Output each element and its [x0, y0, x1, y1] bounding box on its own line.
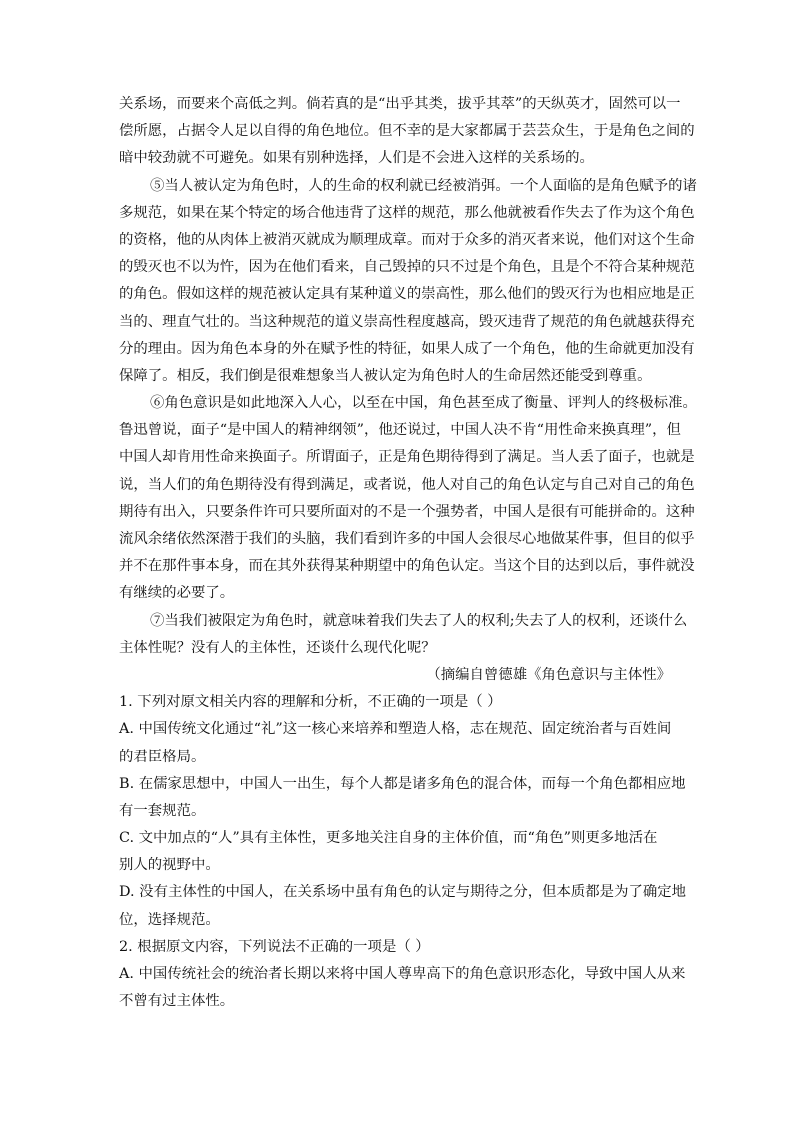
question-option-line: 别人的视野中。	[119, 857, 220, 874]
article-content	[119, 91, 697, 1015]
passage-line: 鲁迅曾说，面子“是中国人的精神纲领”，他还说过，中国人决不肯“用性命来换真理”，但	[119, 422, 681, 439]
passage-line: 期待有出入，只要条件许可只要所面对的不是一个强势者，中国人是很有可能拼命的。这种	[119, 503, 695, 520]
passage-line: 多规范，如果在某个特定的场合他违背了这样的规范，那么他就被看作失去了作为这个角色	[119, 204, 695, 221]
passage-line: 的资格，他的从肉体上被消灭就成为顺理成章。而对于众多的消灭者来说，他们对这个生命	[119, 231, 695, 248]
passage-line: 的角色。假如这样的规范被认定具有某种道义的崇高性，那么他们的毁灭行为也相应地是正	[119, 286, 695, 303]
passage-line: 偿所愿，占据令人足以自得的角色地位。但不幸的是大家都属于芸芸众生，于是角色之间的	[119, 123, 695, 140]
question-option-line: D. 没有主体性的中国人，在关系场中虽有角色的认定与期待之分，但本质都是为了确定地	[119, 884, 687, 901]
passage-line: 主体性呢？没有人的主体性，还谈什么现代化呢？	[119, 639, 436, 656]
passage-line: 关系场，而要来个高低之判。倘若真的是“出乎其类，拔乎其萃”的天纵英才，固然可以一	[119, 96, 681, 112]
question-option-line: B. 在儒家思想中，中国人一出生，每个人都是诸多角色的混合体，而每一个角色都相应地	[119, 775, 686, 792]
passage-line: 有继续的必要了。	[119, 585, 235, 602]
passage-line: 当的、理直气壮的。当这种规范的道义崇高性程度越高，毁灭违背了规范的角色就越获得充	[119, 313, 695, 330]
question-option-line: A. 中国传统文化通过“礼”这一核心来培养和塑造人格，志在规范、固定统治者与百姓间	[119, 721, 672, 738]
passage-line: 并不在那件事本身，而在其外获得某种期望中的角色认定。当这个目的达到以后，事件就没	[119, 558, 695, 575]
question-1-stem: 1. 下列对原文相关内容的理解和分析，不正确的一项是（ ）	[119, 694, 502, 711]
passage-line: 中国人却肯用性命来换面子。所谓面子，正是角色期待得到了满足。当人丢了面子，也就是	[119, 449, 695, 466]
passage-line: 保障了。相反，我们倒是很难想象当人被认定为角色时人的生命居然还能受到尊重。	[119, 367, 652, 384]
passage-line: 的毁灭也不以为忤，因为在他们看来，自己毁掉的只不过是个角色，且是个不符合某种规范	[119, 259, 695, 276]
question-option-line: C. 文中加点的“人”具有主体性，更多地关注自身的主体价值，而“角色”则更多地活在	[119, 830, 658, 847]
paragraph-6-start: ⑥角色意识是如此地深入人心，以至在中国，角色甚至成了衡量、评判人的终极标准。	[150, 395, 697, 412]
passage-line: 流风余绪依然深潜于我们的头脑，我们看到许多的中国人会很尽心地做某件事，但目的似乎	[119, 531, 695, 547]
question-2-stem: 2. 根据原文内容，下列说法不正确的一项是（ ）	[119, 938, 430, 955]
passage-line: 说，当人们的角色期待没有得到满足，或者说，他人对自己的角色认定与自己对自己的角色	[119, 476, 695, 493]
passage-line: 分的理由。因为角色本身的外在赋予性的特征，如果人成了一个角色，他的生命就更加没有	[119, 340, 695, 357]
question-option-line: 有一套规范。	[119, 802, 206, 819]
paragraph-7-start: ⑦当我们被限定为角色时，就意味着我们失去了人的权利;失去了人的权利，还谈什么	[150, 612, 688, 629]
question-option-line: A. 中国传统社会的统治者长期以来将中国人尊卑高下的角色意识形态化，导致中国人从来	[119, 966, 686, 982]
paragraph-5-start: ⑤当人被认定为角色时，人的生命的权利就已经被消弭。一个人面临的是角色赋予的诸	[150, 177, 697, 194]
question-option-line: 不曾有过主体性。	[119, 993, 235, 1010]
passage-line: 暗中较劲就不可避免。如果有别种选择，人们是不会进入这样的关系场的。	[119, 150, 594, 167]
question-option-line: 的君臣格局。	[119, 748, 206, 765]
question-option-line: 位，选择规范。	[119, 911, 220, 928]
source-citation: （摘编自曾德雄《角色意识与主体性》	[426, 666, 671, 683]
